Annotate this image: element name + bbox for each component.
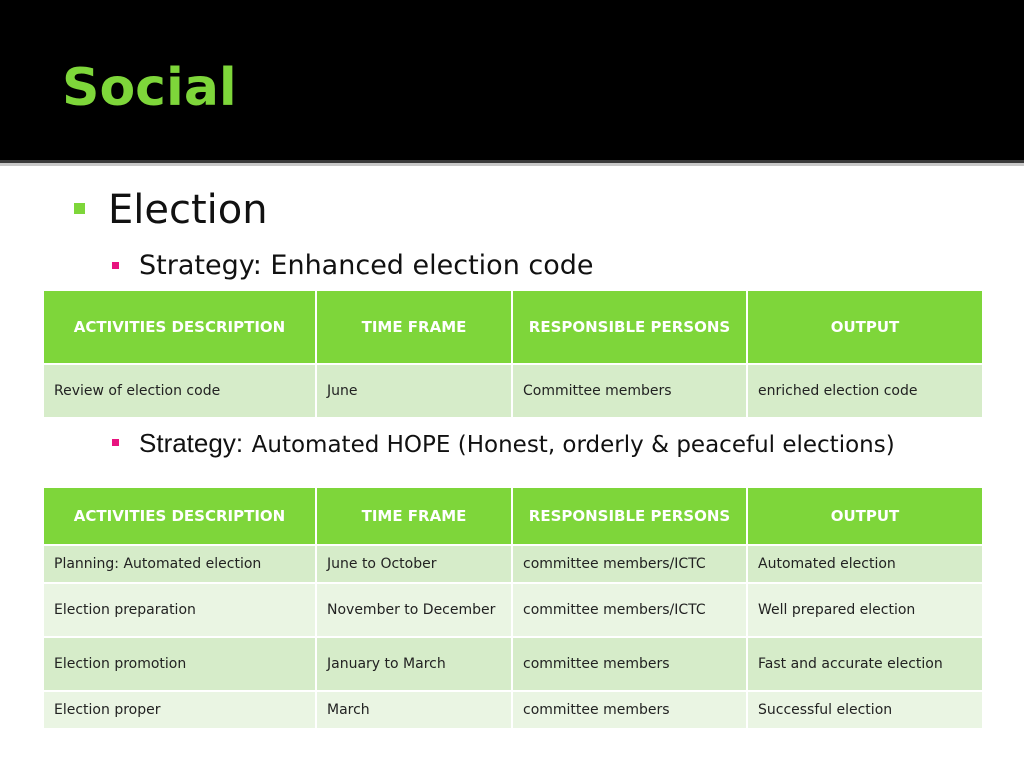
cell-responsible: committee members [512, 637, 747, 691]
title-divider-light [0, 163, 1024, 166]
header-time-frame: TIME FRAME [316, 487, 512, 545]
header-time-frame: TIME FRAME [316, 290, 512, 364]
header-output: OUTPUT [747, 290, 983, 364]
header-output: OUTPUT [747, 487, 983, 545]
cell-activity: Review of election code [43, 364, 316, 418]
green-square-bullet-icon [74, 203, 85, 214]
table-header-row [43, 290, 983, 364]
pink-square-bullet-icon [112, 439, 119, 446]
cell-output: Well prepared election [747, 583, 983, 637]
activity-table-1 [42, 289, 984, 419]
cell-output: enriched election code [747, 364, 983, 418]
strategy-1-label: Strategy: Enhanced election code [139, 250, 594, 281]
cell-activity: Election preparation [43, 583, 316, 637]
cell-output: Automated election [747, 545, 983, 583]
cell-responsible: Committee members [512, 364, 747, 418]
cell-output: Successful election [747, 691, 983, 729]
header-responsible: RESPONSIBLE PERSONS [512, 290, 747, 364]
cell-responsible: committee members [512, 691, 747, 729]
table-row [43, 637, 983, 691]
cell-responsible: committee members/ICTC [512, 545, 747, 583]
table-row [43, 583, 983, 637]
table-row [43, 364, 983, 418]
activity-table-2 [42, 486, 984, 730]
header-responsible: RESPONSIBLE PERSONS [512, 487, 747, 545]
strategy-2-lead: Strategy: [139, 428, 244, 458]
header-activities: ACTIVITIES DESCRIPTION [43, 290, 316, 364]
title-bar [0, 0, 1024, 160]
cell-time-frame: March [316, 691, 512, 729]
cell-responsible: committee members/ICTC [512, 583, 747, 637]
topic-label: Election [108, 187, 268, 233]
cell-activity: Planning: Automated election [43, 545, 316, 583]
pink-square-bullet-icon [112, 262, 119, 269]
table-row [43, 545, 983, 583]
cell-time-frame: June [316, 364, 512, 418]
table-row [43, 691, 983, 729]
cell-time-frame: January to March [316, 637, 512, 691]
header-activities: ACTIVITIES DESCRIPTION [43, 487, 316, 545]
cell-time-frame: June to October [316, 545, 512, 583]
cell-activity: Election proper [43, 691, 316, 729]
table-header-row [43, 487, 983, 545]
cell-time-frame: November to December [316, 583, 512, 637]
cell-activity: Election promotion [43, 637, 316, 691]
strategy-2-label: Automated HOPE (Honest, orderly & peaceful elections) [251, 432, 895, 458]
cell-output: Fast and accurate election [747, 637, 983, 691]
slide-title: Social [62, 58, 237, 118]
